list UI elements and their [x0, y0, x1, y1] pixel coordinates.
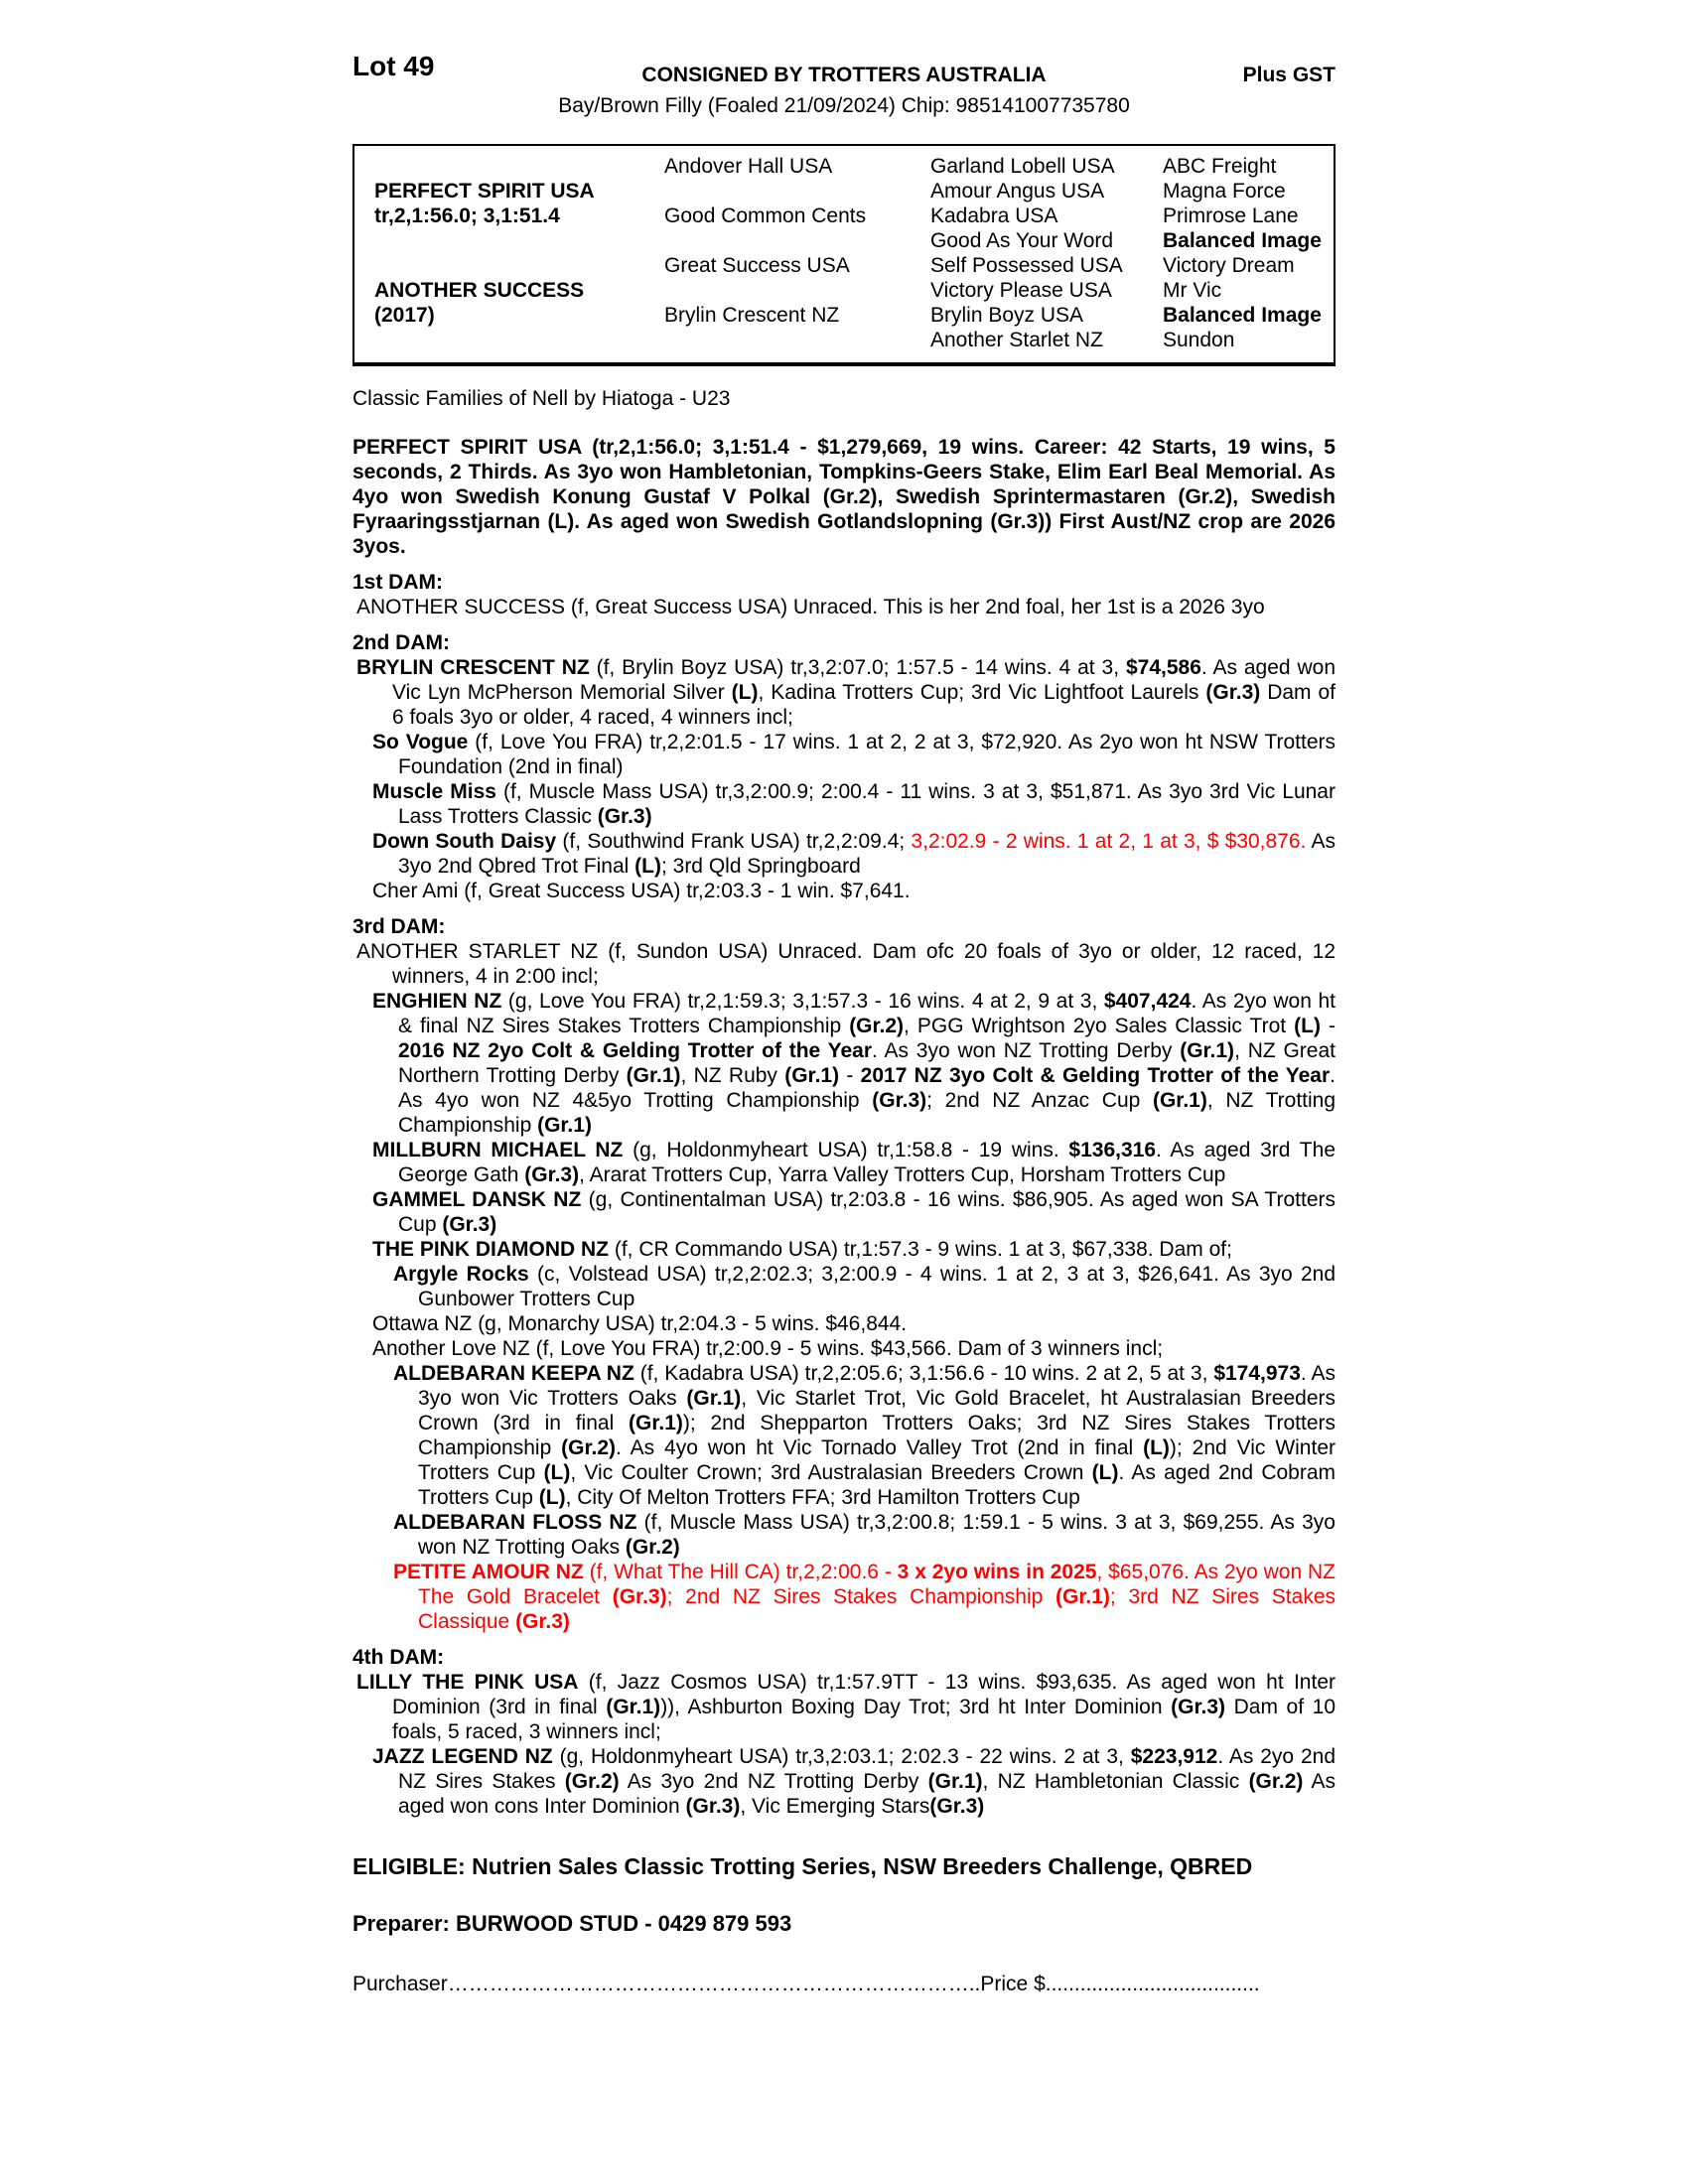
eligible-line: ELIGIBLE: Nutrien Sales Classic Trotting Series, NSW Breeders Challenge, QBRED	[352, 1853, 1253, 1879]
text-segment: . As 4yo won NZ 4&5yo Trotting Championship	[398, 1064, 1336, 1112]
text-segment: (Gr.3)	[442, 1213, 497, 1236]
preparer-line: Preparer: BURWOOD STUD - 0429 879 593	[352, 1911, 792, 1936]
text-segment: ); 2nd Vic Winter Trotters Cup	[418, 1436, 1336, 1484]
text-segment: (Gr.3)	[1171, 1696, 1225, 1718]
text-segment: ANOTHER STARLET NZ (f, Sundon USA) Unraced. Dam ofc 20 foals of 3yo or older, 12 raced, 12 winners, 4 in 2:00 incl;	[356, 940, 1336, 988]
pedigree-cell: Self Possessed USA	[930, 254, 1123, 277]
text-segment: . As 3yo won Vic Trotters Oaks	[418, 1362, 1336, 1410]
pedigree-entry	[352, 1262, 1336, 1311]
text-segment: Another Love NZ (f, Love You FRA) tr,2:00.9 - 5 wins. $43,566. Dam of 3 winners incl;	[372, 1337, 1164, 1360]
lot-number: Lot 49	[352, 51, 435, 81]
pedigree-entry	[352, 655, 1336, 730]
dam-heading: 3rd DAM:	[352, 915, 446, 938]
text-segment: (Gr.2)	[849, 1015, 905, 1037]
text-segment: ; 3rd Qld Springboard	[660, 855, 861, 878]
pedigree-entry	[352, 1744, 1336, 1819]
text-segment: . As aged 3rd The George Gath	[398, 1139, 1336, 1186]
text-segment: (Gr.3)	[1205, 681, 1261, 704]
text-segment: ALDEBARAN KEEPA NZ	[393, 1362, 634, 1385]
text-segment: -	[839, 1064, 861, 1087]
page-header	[352, 51, 1336, 91]
text-segment: , Kadina Trotters Cup; 3rd Vic Lightfoot Laurels	[758, 681, 1206, 704]
text-segment: (c, Volstead USA) tr,2,2:02.3; 3,2:00.9 - 4 wins. 1 at 2, 3 at 3, $26,641. As 3yo 2nd Gunbower Trotters Cup	[418, 1263, 1336, 1310]
price-dotted-leader: .....................................	[1045, 1973, 1260, 1995]
text-segment: ENGHIEN NZ	[372, 990, 502, 1013]
pedigree-cell: Brylin Boyz USA	[930, 304, 1084, 327]
text-segment: ; 3rd NZ Sires Stakes Classique	[418, 1585, 1336, 1633]
text-segment: THE PINK DIAMOND NZ	[372, 1238, 609, 1261]
text-segment: (Gr.3)	[612, 1585, 667, 1608]
text-segment: (L)	[543, 1461, 571, 1484]
text-segment: BRYLIN CRESCENT NZ	[356, 656, 590, 679]
text-segment: , Vic Starlet Trot, Vic Gold Bracelet, ht Australasian Breeders Crown (3rd in final	[418, 1387, 1336, 1434]
pedigree-entry	[352, 939, 1336, 989]
text-segment: (f, Jazz Cosmos USA) tr,1:57.9TT - 13 wins. $93,635. As aged won ht Inter Dominion (3rd in final	[392, 1671, 1336, 1718]
text-segment: 3 x 2yo wins in 2025	[897, 1561, 1097, 1583]
text-segment: , NZ Hambletonian Classic	[982, 1770, 1249, 1793]
text-segment: ); 2nd Shepparton Trotters Oaks; 3rd NZ Sires Stakes Trotters Championship	[418, 1412, 1336, 1459]
pedigree-entry	[352, 1138, 1336, 1187]
text-segment: Dam of 6 foals 3yo or older, 4 raced, 4 winners incl;	[392, 681, 1336, 729]
pedigree-entry	[352, 1311, 1336, 1336]
text-segment: Argyle Rocks	[393, 1263, 529, 1286]
text-segment: Dam of 10 foals, 5 raced, 3 winners incl;	[392, 1696, 1336, 1743]
text-segment: LILLY THE PINK USA	[356, 1671, 579, 1694]
text-segment: PETITE AMOUR NZ	[393, 1561, 584, 1583]
text-segment: (g, Holdonmyheart USA) tr,1:58.8 - 19 wins.	[623, 1139, 1069, 1161]
pedigree-entry	[352, 1237, 1336, 1262]
text-segment: (Gr.2)	[1248, 1770, 1304, 1793]
pedigree-cell: Victory Dream	[1163, 254, 1295, 277]
pedigree-cell: Mr Vic	[1163, 279, 1222, 302]
text-segment: (L)	[1091, 1461, 1119, 1484]
pedigree-entry	[352, 779, 1336, 829]
pedigree-entry	[352, 1361, 1336, 1510]
text-segment: $74,586	[1125, 656, 1201, 679]
pedigree-entry	[352, 1510, 1336, 1560]
text-segment: As 3yo 2nd NZ Trotting Derby	[619, 1770, 928, 1793]
text-segment: , NZ Trotting Championship	[398, 1089, 1336, 1137]
text-segment: (Gr.1)	[686, 1387, 742, 1410]
text-segment: 3,2:02.9 - 2 wins. 1 at 2, 1 at 3, $ $30,876	[911, 830, 1301, 853]
pedigree-cell: Kadabra USA	[930, 205, 1058, 227]
dam-heading: 4th DAM:	[352, 1646, 445, 1669]
text-segment: So Vogue	[372, 731, 469, 753]
text-segment: (Gr.3)	[515, 1610, 570, 1633]
pedigree-entry	[352, 730, 1336, 779]
text-segment: (Gr.1)	[1180, 1039, 1235, 1062]
pedigree-cell: ANOTHER SUCCESS	[374, 279, 585, 302]
pedigree-entry	[352, 829, 1336, 879]
text-segment: (Gr.1)	[606, 1696, 661, 1718]
text-segment: (Gr.3)	[685, 1795, 741, 1818]
text-segment: . As aged 2nd Cobram Trotters Cup	[418, 1461, 1336, 1509]
text-segment: Muscle Miss	[372, 780, 496, 803]
purchaser-label: Purchaser	[352, 1973, 448, 1995]
text-segment: GAMMEL DANSK NZ	[372, 1188, 582, 1211]
text-segment: (L)	[538, 1486, 566, 1509]
text-segment: . As 2yo 2nd NZ Sires Stakes	[398, 1745, 1336, 1793]
pedigree-cell: tr,2,1:56.0; 3,1:51.4	[374, 205, 560, 227]
text-segment: (f, Brylin Boyz USA) tr,3,2:07.0; 1:57.5 - 14 wins. 4 at 3,	[589, 656, 1126, 679]
text-segment: (f, Muscle Mass USA) tr,3,2:00.8; 1:59.1 - 5 wins. 3 at 3, $69,255. As 3yo won NZ Trotting Oaks	[418, 1511, 1336, 1559]
family-line: Classic Families of Nell by Hiatoga - U23	[352, 387, 731, 410]
text-segment: , City Of Melton Trotters FFA; 3rd Hamilton Trotters Cup	[565, 1486, 1080, 1509]
text-segment: (L)	[1294, 1015, 1321, 1037]
text-segment: (Gr.3)	[929, 1795, 985, 1818]
text-segment: Ottawa NZ (g, Monarchy USA) tr,2:04.3 - 5 wins. $46,844.	[372, 1312, 908, 1335]
pedigree-entry	[352, 595, 1336, 619]
pedigree-entry	[352, 1336, 1336, 1361]
pedigree-entry	[352, 1187, 1336, 1237]
pedigree-cell: Andover Hall USA	[664, 155, 833, 178]
dam-sections	[352, 570, 1336, 1819]
text-segment: , NZ Great Northern Trotting Derby	[398, 1039, 1336, 1087]
horse-description: Bay/Brown Filly (Foaled 21/09/2024) Chip: 985141007735780	[558, 94, 1130, 117]
gst-label: Plus GST	[1242, 64, 1336, 86]
pedigree-cell: Garland Lobell USA	[930, 155, 1115, 178]
text-segment: . As aged won Vic Lyn McPherson Memorial Silver	[392, 656, 1336, 704]
text-segment: , Ararat Trotters Cup, Yarra Valley Trotters Cup, Horsham Trotters Cup	[579, 1163, 1226, 1186]
sire-summary: PERFECT SPIRIT USA (tr,2,1:56.0; 3,1:51.4 - $1,279,669, 19 wins. Career: 42 Starts, 19 wins, 5 seconds, 2 Thirds. As 3yo won Hambletonian, Tompkins-Geers Stake, Elim Earl Beal Memorial. As 4yo won Swedish Konung Gustaf V Polkal (Gr.2), Swedish Sprintermastaren (Gr.2), Swedish Fyraaringsstjarnan (L). As aged won Swedish Gotlandslopning (Gr.3)) First Aust/NZ crop are 2026 3yos.	[352, 436, 1336, 558]
pedigree-table	[352, 144, 1336, 366]
pedigree-entry	[352, 1560, 1336, 1634]
text-segment: (Gr.1)	[1055, 1585, 1110, 1608]
text-segment: (L)	[731, 681, 759, 704]
dam-heading: 2nd DAM:	[352, 631, 450, 654]
text-segment: . As 2yo won ht & final NZ Sires Stakes Trotters Championship	[398, 990, 1336, 1037]
purchaser-dotted-leader: …………………………………………………………………..	[447, 1973, 981, 1995]
text-segment: (Gr.3)	[872, 1089, 927, 1112]
text-segment: (f, What The Hill CA) tr,2,2:00.6 -	[583, 1561, 898, 1583]
pedigree-entry	[352, 1670, 1336, 1744]
price-label: Price $	[980, 1973, 1046, 1995]
pedigree-cell: ABC Freight	[1163, 155, 1277, 178]
text-segment: (Gr.1)	[626, 1064, 681, 1087]
text-segment: Down South Daisy	[372, 830, 557, 853]
text-segment: $407,424	[1103, 990, 1192, 1013]
text-segment: -	[1320, 1015, 1336, 1037]
text-segment: (Gr.3)	[597, 805, 652, 828]
pedigree-cell: Another Starlet NZ	[930, 329, 1103, 351]
text-segment: (Gr.1)	[927, 1770, 983, 1793]
catalogue-page	[352, 51, 1336, 1996]
text-segment: ; 2nd NZ Sires Stakes Championship	[666, 1585, 1056, 1608]
pedigree-cell: Balanced Image	[1163, 229, 1322, 252]
text-segment: ALDEBARAN FLOSS NZ	[393, 1511, 637, 1534]
pedigree-cell: Balanced Image	[1163, 304, 1322, 327]
text-segment: (Gr.2)	[625, 1536, 680, 1559]
text-segment: (f, Kadabra USA) tr,2,2:05.6; 3,1:56.6 - 10 wins. 2 at 2, 5 at 3,	[633, 1362, 1214, 1385]
text-segment: (g, Holdonmyheart USA) tr,3,2:03.1; 2:02.3 - 22 wins. 2 at 3,	[552, 1745, 1131, 1768]
pedigree-cell: Brylin Crescent NZ	[664, 304, 840, 327]
text-segment: , PGG Wrightson 2yo Sales Classic Trot	[904, 1015, 1295, 1037]
text-segment: (Gr.1)	[784, 1064, 840, 1087]
text-segment: , Vic Coulter Crown; 3rd Australasian Breeders Crown	[570, 1461, 1092, 1484]
text-segment: (Gr.1)	[1152, 1089, 1207, 1112]
text-segment: (f, Love You FRA) tr,2,2:01.5 - 17 wins. 1 at 2, 2 at 3, $72,920. As 2yo won ht NSW Trotters Foundation (2nd in final)	[398, 731, 1336, 778]
text-segment: (Gr.3)	[524, 1163, 580, 1186]
text-segment: .	[1300, 830, 1312, 853]
pedigree-cell: Sundon	[1163, 329, 1235, 351]
text-segment: As 3yo 2nd Qbred Trot Final	[398, 830, 1336, 878]
pedigree-cell: Magna Force	[1163, 180, 1286, 203]
text-segment: $136,316	[1068, 1139, 1157, 1161]
pedigree-cell: Victory Please USA	[930, 279, 1112, 302]
text-segment: 2016 NZ 2yo Colt & Gelding Trotter of the Year	[398, 1039, 873, 1062]
text-segment: $223,912	[1130, 1745, 1218, 1768]
text-segment: . As 4yo won ht Vic Tornado Valley Trot (2nd in final	[616, 1436, 1144, 1459]
text-segment: $174,973	[1213, 1362, 1301, 1385]
text-segment: )), Ashburton Boxing Day Trot; 3rd ht Inter Dominion	[660, 1696, 1172, 1718]
text-segment: JAZZ LEGEND NZ	[372, 1745, 553, 1768]
consignor-title: CONSIGNED BY TROTTERS AUSTRALIA	[641, 64, 1047, 86]
text-segment: Cher Ami (f, Great Success USA) tr,2:03.3 - 1 win. $7,641.	[372, 880, 911, 902]
pedigree-cell: Good Common Cents	[664, 205, 867, 227]
text-segment: (L)	[1143, 1436, 1170, 1459]
pedigree-cell: Amour Angus USA	[930, 180, 1105, 203]
pedigree-cell: Great Success USA	[664, 254, 850, 277]
text-segment: , Vic Emerging Stars	[740, 1795, 930, 1818]
pedigree-cell: Primrose Lane	[1163, 205, 1299, 227]
text-segment: 2017 NZ 3yo Colt & Gelding Trotter of the Year	[860, 1064, 1331, 1087]
pedigree-entry	[352, 879, 1336, 903]
text-segment: MILLBURN MICHAEL NZ	[372, 1139, 624, 1161]
text-segment: (Gr.1)	[629, 1412, 683, 1434]
text-segment: (f, Southwind Frank USA) tr,2,2:09.4;	[556, 830, 912, 853]
text-segment: (Gr.2)	[564, 1770, 620, 1793]
pedigree-cell: Good As Your Word	[930, 229, 1114, 252]
text-segment: , $65,076. As 2yo won NZ The Gold Bracelet	[418, 1561, 1336, 1608]
pedigree-entry	[352, 989, 1336, 1138]
text-segment: . As 3yo won NZ Trotting Derby	[872, 1039, 1181, 1062]
text-segment: (g, Continentalman USA) tr,2:03.8 - 16 wins. $86,905. As aged won SA Trotters Cup	[398, 1188, 1336, 1236]
text-segment: (f, CR Commando USA) tr,1:57.3 - 9 wins. 1 at 3, $67,338. Dam of;	[609, 1238, 1232, 1261]
text-segment: (Gr.2)	[561, 1436, 617, 1459]
text-segment: ANOTHER SUCCESS (f, Great Success USA) Unraced. This is her 2nd foal, her 1st is a 2026 3yo	[356, 596, 1265, 618]
text-segment: (Gr.1)	[537, 1114, 592, 1137]
text-segment: As aged won cons Inter Dominion	[398, 1770, 1336, 1818]
text-segment: (L)	[634, 855, 661, 878]
text-segment: (f, Muscle Mass USA) tr,3,2:00.9; 2:00.4 - 11 wins. 3 at 3, $51,871. As 3yo 3rd Vic Lunar Lass Trotters Classic	[398, 780, 1336, 828]
pedigree-cell: PERFECT SPIRIT USA	[374, 180, 595, 203]
dam-heading: 1st DAM:	[352, 571, 444, 594]
pedigree-cell: (2017)	[374, 304, 435, 327]
text-segment: (g, Love You FRA) tr,2,1:59.3; 3,1:57.3 - 16 wins. 4 at 2, 9 at 3,	[501, 990, 1104, 1013]
purchaser-line	[352, 1972, 1336, 1996]
text-segment: , NZ Ruby	[680, 1064, 785, 1087]
text-segment: ; 2nd NZ Anzac Cup	[926, 1089, 1153, 1112]
